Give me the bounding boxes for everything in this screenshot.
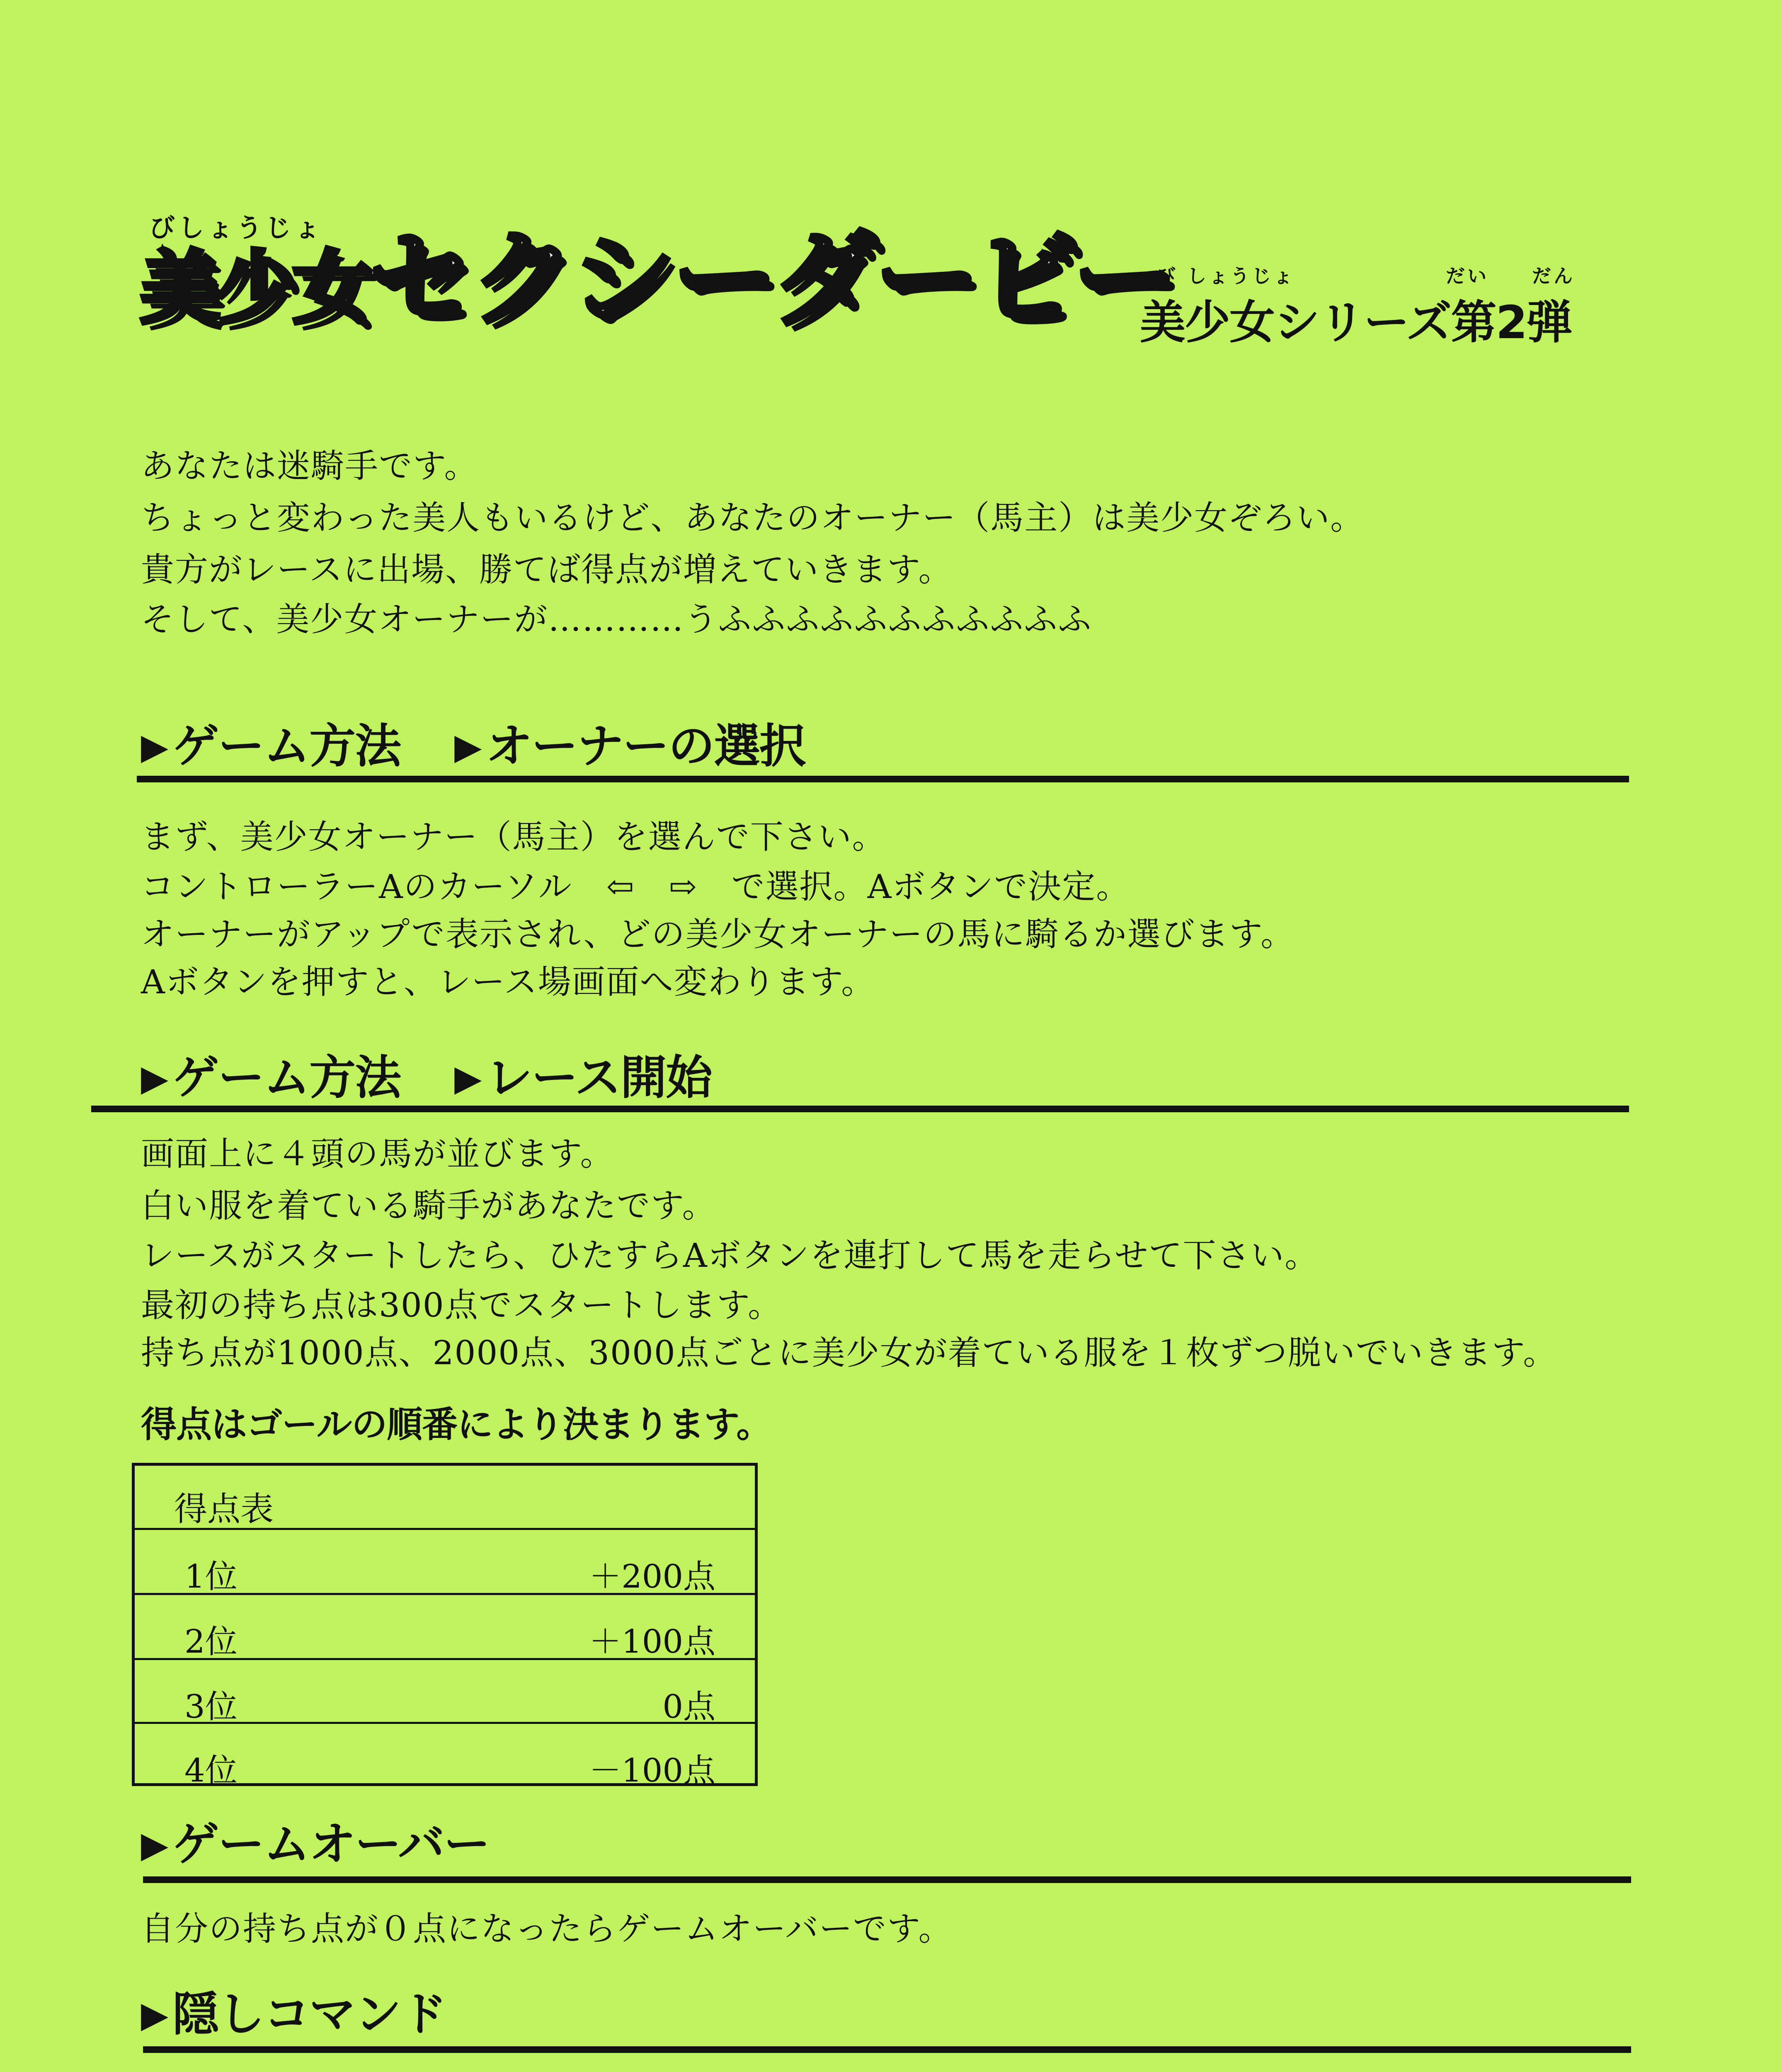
page-title bbox=[141, 219, 1175, 340]
triangle-bullet-icon: ▶ bbox=[141, 1994, 168, 2036]
title-main-text: セクシーダービー bbox=[370, 219, 1175, 340]
section-label-game-method: ゲーム方法 bbox=[172, 1051, 401, 1105]
score-note: 得点はゴールの順番により決まります。 bbox=[141, 1404, 772, 1445]
section-label-hidden-commands: 隠しコマンド bbox=[172, 1987, 446, 2041]
race-line-4: 最初の持ち点は300点でスタートします。 bbox=[141, 1286, 782, 1324]
series-block bbox=[1140, 261, 1575, 351]
race-line-3: レースがスタートしたら、ひたすらAボタンを連打して馬を走らせて下さい。 bbox=[141, 1236, 1319, 1275]
triangle-bullet-icon: ▶ bbox=[454, 1058, 481, 1099]
score-table-header bbox=[135, 1466, 755, 1528]
section-label-game-over: ゲームオーバー bbox=[172, 1818, 490, 1871]
rank-cell: 4位 bbox=[184, 1752, 238, 1789]
owner-select-line-4: Aボタンを押すと、レース場画面へ変わります。 bbox=[141, 963, 875, 1001]
section-heading-hidden-commands bbox=[141, 1987, 446, 2041]
rank-cell: 1位 bbox=[184, 1558, 238, 1595]
triangle-bullet-icon: ▶ bbox=[141, 1058, 168, 1099]
score-table-row bbox=[135, 1593, 755, 1660]
series-label: 美少女シリーズ第2弾 bbox=[1140, 296, 1572, 349]
score-table-row bbox=[135, 1722, 755, 1789]
section-divider bbox=[143, 2046, 1631, 2053]
rank-cell: 2位 bbox=[184, 1623, 238, 1661]
game-over-line-1: 自分の持ち点が０点になったらゲームオーバーです。 bbox=[141, 1910, 953, 1948]
intro-line-3: 貴方がレースに出場、勝てば得点が増えていきます。 bbox=[141, 550, 953, 589]
triangle-bullet-icon: ▶ bbox=[141, 1824, 168, 1866]
points-cell: ＋100点 bbox=[589, 1623, 715, 1661]
title-block bbox=[141, 191, 1654, 365]
intro-line-2: ちょっと変わった美人もいるけど、あなたのオーナー（馬主）は美少女ぞろい。 bbox=[141, 499, 1365, 537]
owner-select-line-1: まず、美少女オーナー（馬主）を選んで下さい。 bbox=[141, 818, 886, 856]
score-table-title: 得点表 bbox=[174, 1490, 274, 1528]
owner-select-line-2: コントローラーAのカーソル ⇦ ⇨ で選択。Aボタンで決定。 bbox=[141, 867, 1130, 906]
race-line-1: 画面上に４頭の馬が並びます。 bbox=[141, 1135, 614, 1173]
points-cell: －100点 bbox=[589, 1752, 715, 1789]
triangle-bullet-icon: ▶ bbox=[141, 726, 168, 767]
intro-line-1: あなたは迷騎手です。 bbox=[141, 447, 478, 485]
race-line-2: 白い服を着ている騎手があなたです。 bbox=[141, 1186, 716, 1225]
section-heading-game-over bbox=[141, 1818, 490, 1871]
score-table bbox=[132, 1463, 758, 1789]
score-table-row bbox=[135, 1658, 755, 1725]
intro-line-4: そして、美少女オーナーが…………うふふふふふふふふふふふ bbox=[141, 600, 1092, 639]
title-ruby: びしょうじょ bbox=[149, 213, 324, 243]
points-cell: ＋200点 bbox=[589, 1558, 715, 1595]
series-ruby: び しょうじょ だい だん bbox=[1156, 265, 1576, 287]
race-line-5: 持ち点が1000点、2000点、3000点ごとに美少女が着ている服を１枚ずつ脱いでいきます。 bbox=[141, 1334, 1557, 1372]
title-prefix: 美少女 bbox=[141, 242, 370, 334]
section-heading-owner-select bbox=[141, 719, 805, 773]
section-label-owner-select: オーナーの選択 bbox=[486, 719, 805, 773]
points-cell: 0点 bbox=[662, 1688, 715, 1726]
section-divider bbox=[137, 776, 1629, 782]
owner-select-line-3: オーナーがアップで表示され、どの美少女オーナーの馬に騎るか選びます。 bbox=[141, 915, 1295, 954]
triangle-bullet-icon: ▶ bbox=[454, 726, 481, 767]
rank-cell: 3位 bbox=[184, 1688, 238, 1726]
section-label-game-method: ゲーム方法 bbox=[172, 719, 401, 773]
section-label-race-start: レース開始 bbox=[486, 1051, 712, 1105]
section-divider bbox=[143, 1876, 1631, 1883]
score-table-row bbox=[135, 1528, 755, 1595]
section-heading-race-start bbox=[141, 1051, 712, 1105]
section-divider bbox=[91, 1106, 1629, 1112]
